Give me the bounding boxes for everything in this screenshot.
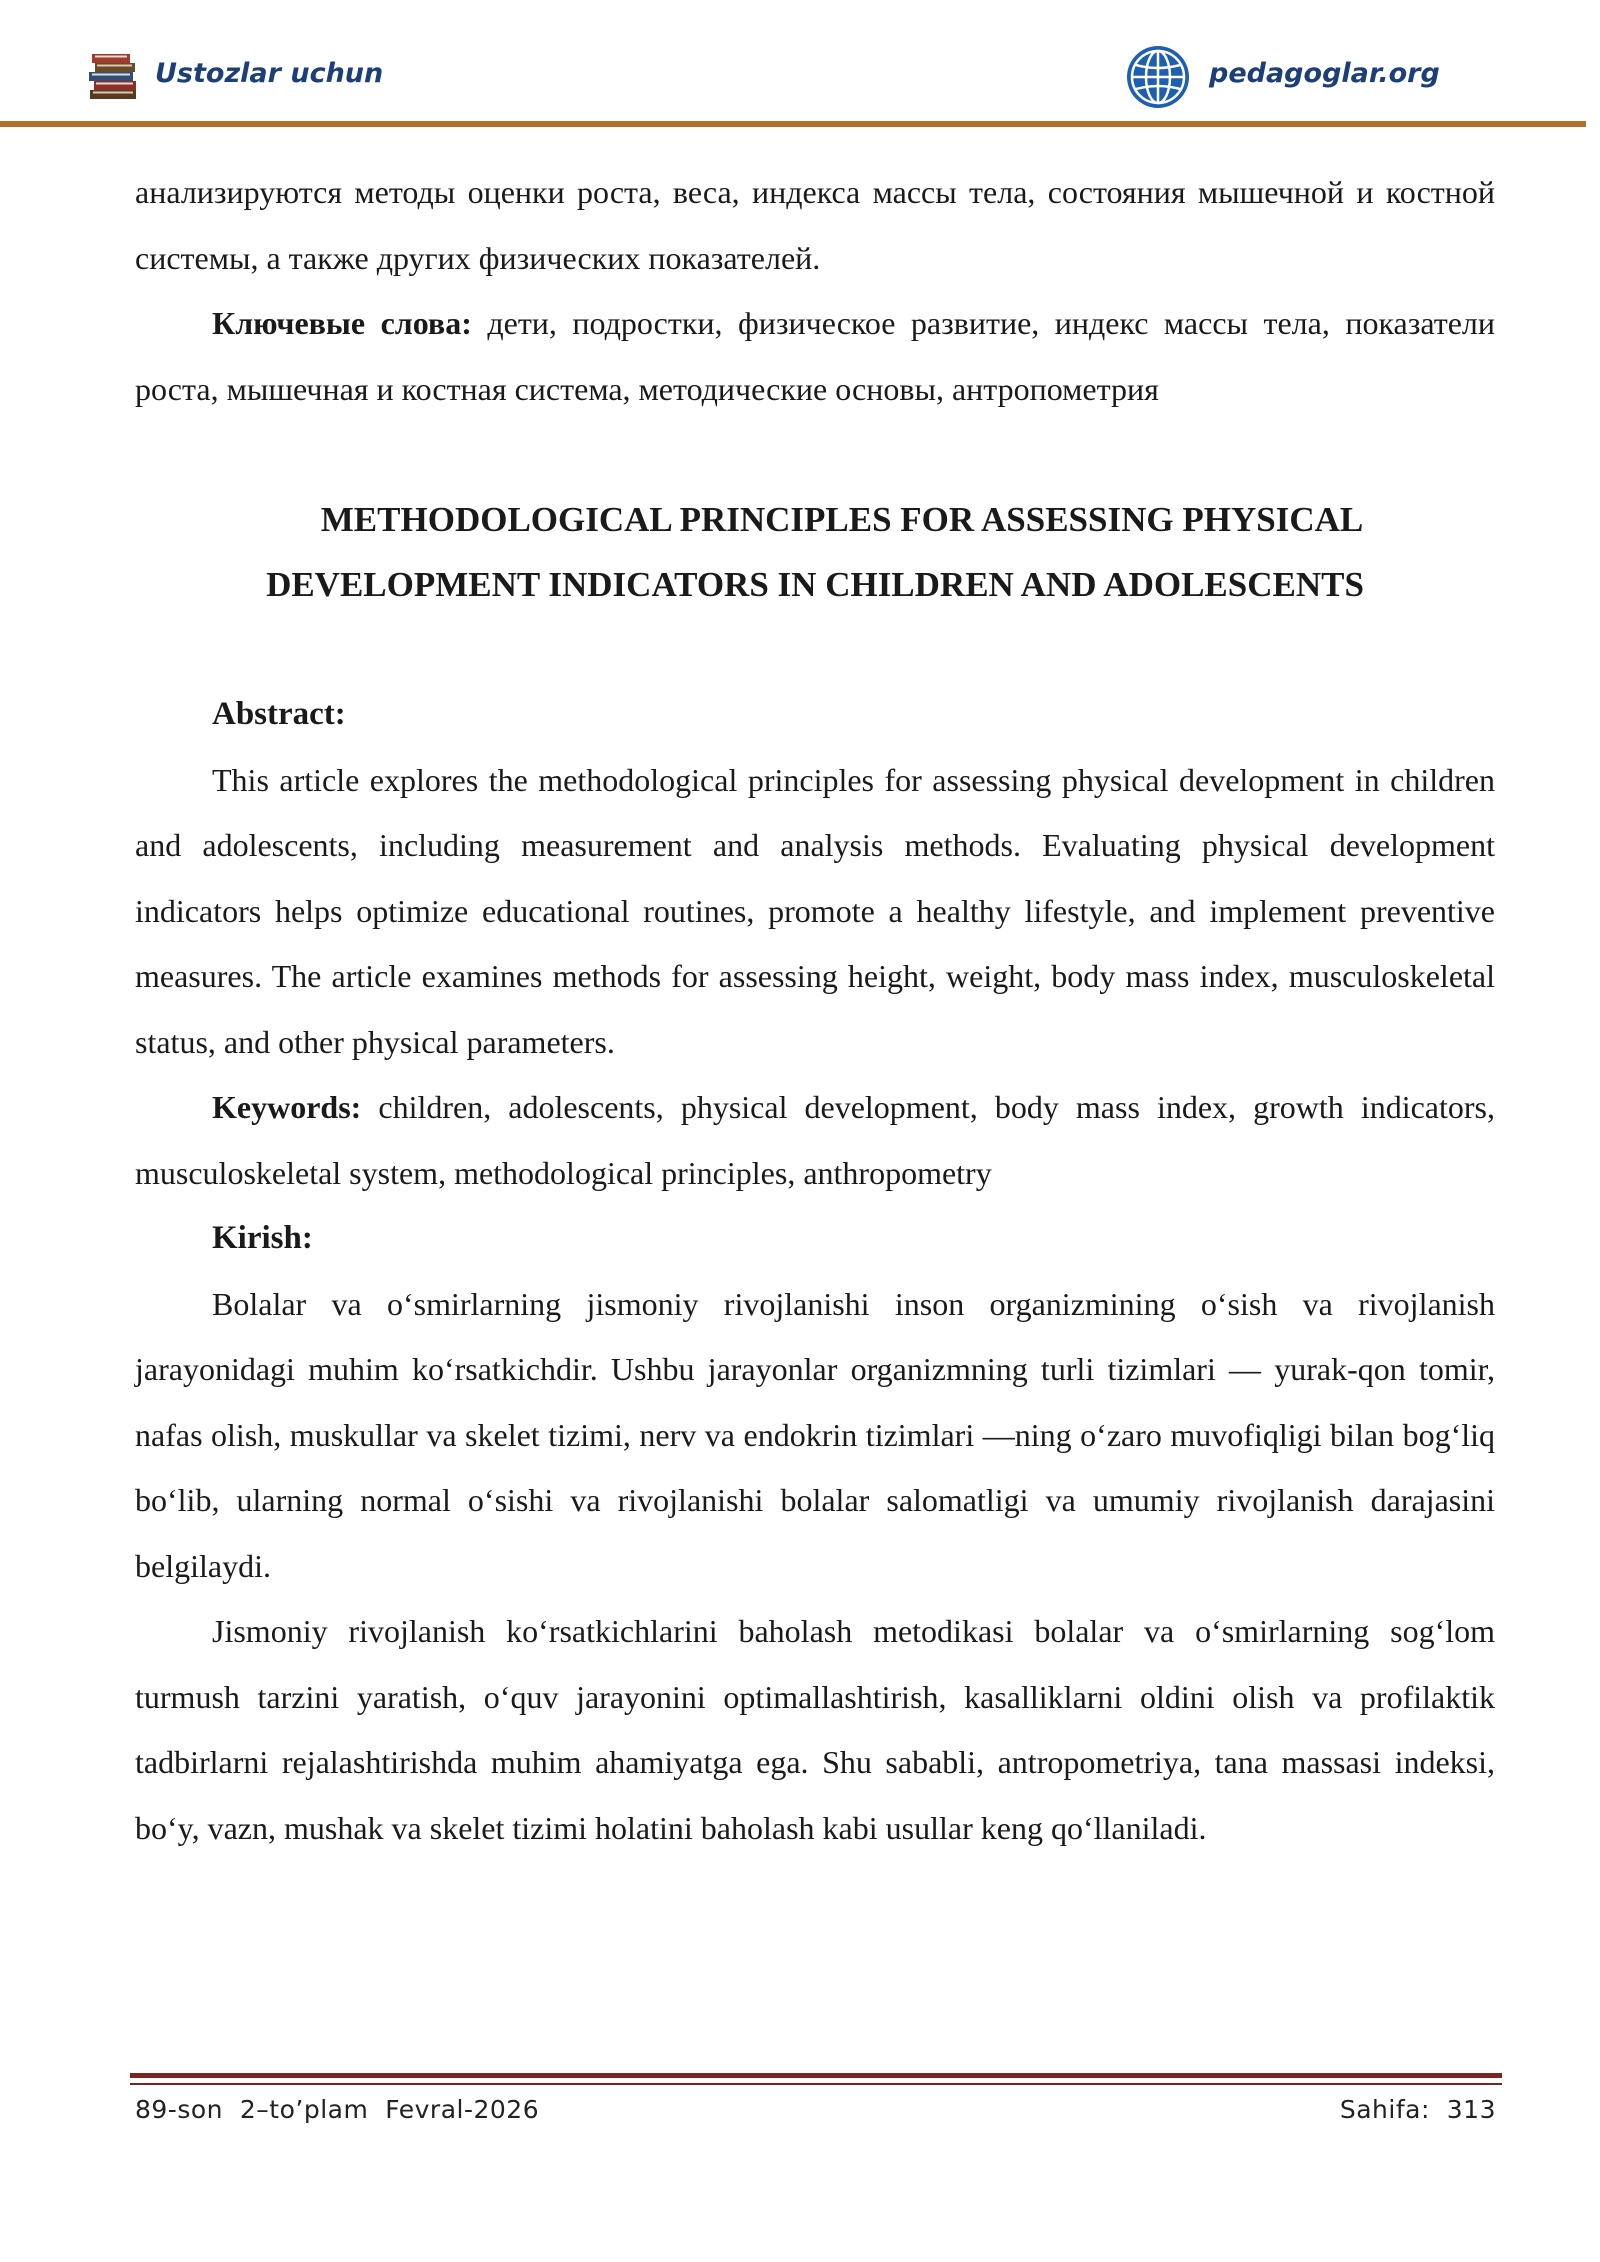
spacer xyxy=(135,617,1495,682)
article-body xyxy=(135,160,1495,1861)
ru-keywords-paragraph xyxy=(135,291,1495,422)
footer-page-number: Sahifa: 313 xyxy=(1339,2095,1496,2124)
abstract-text: This article explores the methodological principles for assessing physical development in children and adolescents, including measurement and analysis methods. Evaluating physical development indicators helps optimize educational routines, promote a healthy lifestyle, and implement preventive measures. The article examines methods for assessing height, weight, body mass index, musculoskeletal status, and other physical parameters. xyxy=(135,761,1495,1060)
article-title-line-2: DEVELOPMENT INDICATORS IN CHILDREN AND ADOLESCENTS xyxy=(266,565,1364,604)
spacer xyxy=(135,422,1495,487)
footer-rule-thin xyxy=(130,2083,1502,2085)
books-stack-icon xyxy=(86,50,142,102)
page-header xyxy=(0,0,1600,130)
header-rule xyxy=(0,121,1586,127)
brand-right: pedagoglar.org xyxy=(1209,58,1440,89)
keywords-paragraph xyxy=(135,1075,1495,1206)
intro-paragraph-2: Jismoniy rivojlanish ko‘rsatkichlarini baholash metodikasi bolalar va o‘smirlarning sog‘lom turmush tarzini yaratish, o‘quv jarayonini optimallashtirish, kasalliklarni oldini olish va profilaktik tadbirlarni rejalashtirishda muhim ahamiyatga ega. Shu sababli, antropometriya, tana massasi indeksi, bo‘y, vazn, mushak va skelet tizimi holatini baholash kabi usullar keng qo‘llaniladi. xyxy=(135,1613,1495,1846)
globe-icon xyxy=(1125,44,1191,110)
intro-heading: Kirish: xyxy=(212,1220,313,1256)
ru-keywords-text: дети, подростки, физическое развитие, индекс массы тела, показатели роста, мышечная и костная система, методические основы, антропометрия xyxy=(135,305,1496,407)
footer-issue: 89-son 2–to’plam Fevral-2026 xyxy=(135,2095,540,2124)
abstract-heading: Abstract: xyxy=(212,696,346,732)
keywords-label: Keywords: xyxy=(212,1089,362,1125)
brand-left: Ustozlar uchun xyxy=(155,58,384,89)
ru-abstract-end: анализируются методы оценки роста, веса, индекса массы тела, состояния мышечной и костной системы, а также других физических показателей. xyxy=(135,174,1495,276)
keywords-text: children, adolescents, physical development, body mass index, growth indicators, musculoskeletal system, methodological principles, anthropometry xyxy=(135,1089,1495,1191)
ru-keywords-label: Ключевые слова: xyxy=(212,305,472,341)
footer-rule-thick xyxy=(130,2073,1502,2078)
article-title-line-1: METHODOLOGICAL PRINCIPLES FOR ASSESSING PHYSICAL xyxy=(320,500,1364,539)
intro-paragraph-1: Bolalar va o‘smirlarning jismoniy rivojlanishi inson organizmining o‘sish va rivojlanish jarayonidagi muhim ko‘rsatkichdir. Ushbu jarayonlar organizmning turli tizimlari — yurak-qon tomir, nafas olish, muskullar va skelet tizimi, nerv va endokrin tizimlari —ning o‘zaro muvofiqligi bilan bog‘liq bo‘lib, ularning normal o‘sishi va rivojlanishi bolalar salomatligi va umumiy rivojlanish darajasini belgilaydi. xyxy=(135,1285,1495,1584)
